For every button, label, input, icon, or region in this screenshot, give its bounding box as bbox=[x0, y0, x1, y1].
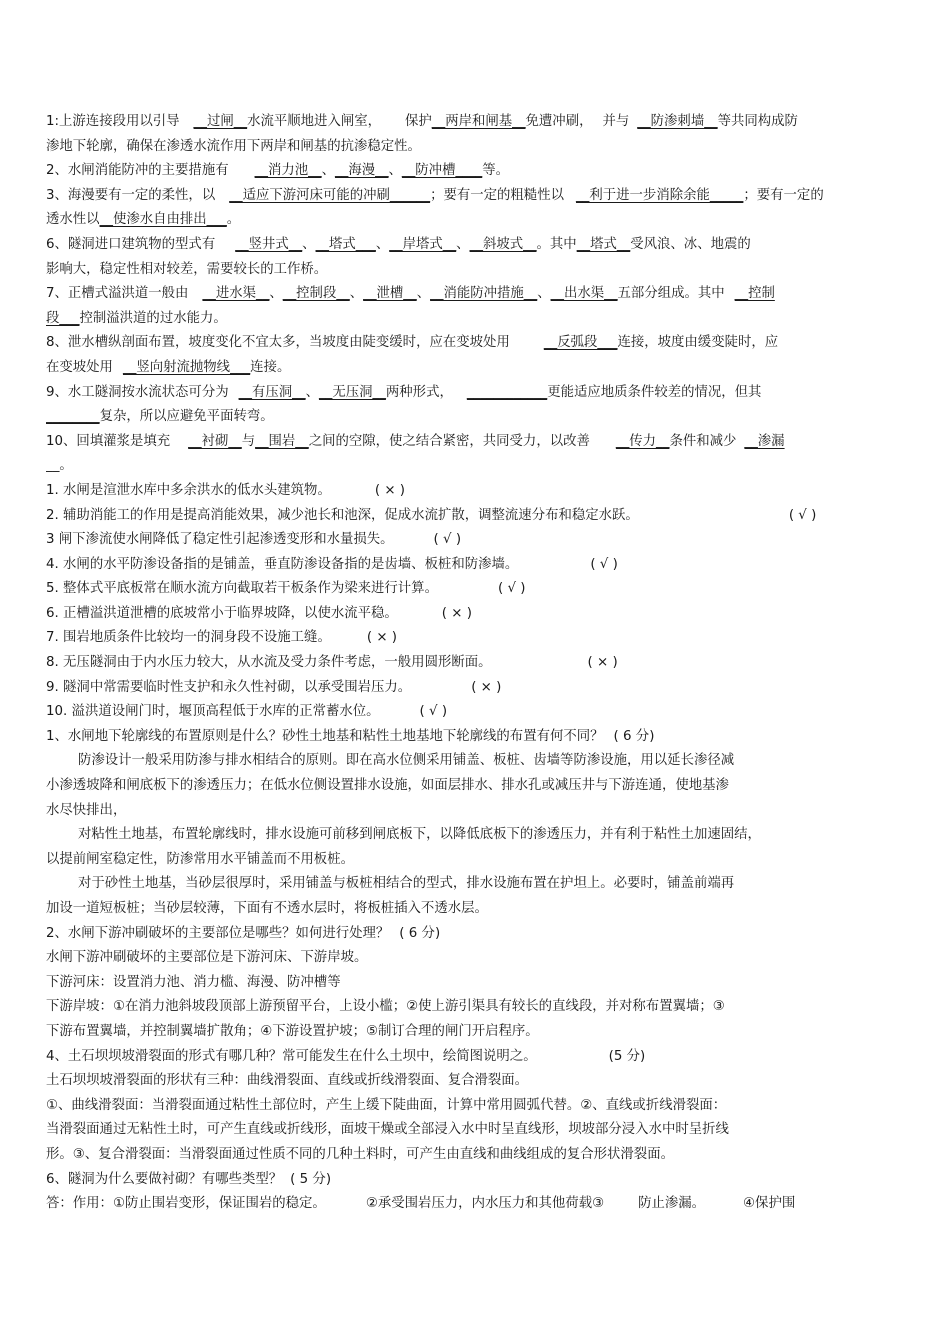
judgment-item bbox=[46, 528, 908, 553]
judgment-mark: ( √ ) bbox=[590, 556, 618, 572]
answer-line: 下游岸坡：①在消力池斜坡段顶部上游预留平台，上设小槛；②使上游引渠具有较长的直线段，并对称布置翼墙；③ bbox=[46, 999, 725, 1015]
blank-q6-line2: 影响大，稳定性相对较差，需要较长的工作桥。 bbox=[46, 261, 328, 277]
judgment-mark: ( √ ) bbox=[497, 581, 526, 597]
answer-blank: __斜坡式__ bbox=[469, 236, 537, 252]
answer-line: 水闸下游冲刷破坏的主要部位是下游河床、下游岸坡。 bbox=[46, 950, 368, 966]
answer-line: 形。③、复合滑裂面：当滑裂面通过性质不同的几种土料时，可产生由直线和曲线组成的复合形状滑裂面。 bbox=[46, 1146, 674, 1162]
answer-line: 对于砂性土地基，当砂层很厚时，采用铺盖与板桩相结合的型式，排水设施布置在护坦上。必要时，铺盖前端再 bbox=[78, 876, 735, 892]
answer-line: 以提前闸室稳定性，防渗常用水平铺盖而不用板桩。 bbox=[46, 851, 354, 867]
judgment-mark: ( √ ) bbox=[433, 532, 462, 548]
blank-q9-line2 bbox=[46, 405, 908, 430]
text: 、 bbox=[321, 163, 335, 179]
judgment-text: 2. 辅助消能工的作用是提高消能效果，减少池长和池深，促成水流扩散，调整流速分布和稳定水跃。 bbox=[46, 507, 639, 523]
blank-q2 bbox=[46, 159, 908, 184]
text: 、 bbox=[302, 236, 316, 252]
answer-blank: ____________ bbox=[466, 384, 548, 400]
judgment-item bbox=[46, 577, 908, 602]
blank-q6-line1 bbox=[46, 233, 908, 258]
answer-blank: __泄槽__ bbox=[363, 286, 417, 302]
answer-line: 加设一道短板桩；当砂层较薄，下面有不透水层时，将板桩插入不透水层。 bbox=[46, 901, 488, 916]
text: 、 bbox=[375, 236, 390, 252]
text: 更能适应地质条件较差的情况，但其 bbox=[547, 384, 762, 400]
answer-blank: __反弧段___ bbox=[543, 335, 618, 351]
judgment-text: 1. 水闸是渲泄水库中多余洪水的低水头建筑物。 bbox=[46, 482, 331, 498]
text: 、 bbox=[349, 286, 364, 302]
text: 与 bbox=[241, 433, 256, 449]
answer-part: ②承受围岩压力，内水压力和其他荷载③ bbox=[365, 1196, 605, 1212]
score-label: ( 6 分) bbox=[613, 728, 655, 744]
answer-blank: __控制 bbox=[734, 286, 775, 302]
text: 连接，坡度由缓变陡时，应 bbox=[617, 335, 779, 351]
text: 受风浪、冰、地震的 bbox=[630, 236, 751, 252]
answer-blank: __过闸__ bbox=[193, 114, 248, 129]
text: 7、正槽式溢洪道一般由 bbox=[46, 286, 189, 302]
judgment-text: 8. 无压隧洞由于内水压力较大，从水流及受力条件考虑，一般用圆形断面。 bbox=[46, 655, 492, 671]
text: 在变坡处用 bbox=[46, 359, 113, 375]
answer-line: 当滑裂面通过无粘性土时，可产生直线或折线形，面坡干燥或全部浸入水中时呈直线形，坝坡部分浸入水中时呈折线 bbox=[46, 1122, 729, 1138]
answer-line bbox=[46, 1192, 908, 1217]
answer-blank: __利于进一步消除余能_____ bbox=[575, 187, 744, 203]
answer-blank: __防冲槽____ bbox=[401, 163, 483, 179]
text: ；要有一定的粗糙性以 bbox=[430, 187, 564, 203]
judgment-mark: ( × ) bbox=[587, 655, 618, 671]
answer-line: 小渗透坡降和闸底板下的渗透压力；在低水位侧设置排水设施，如面层排水、排水孔或减压井与下游连通，使地基渗 bbox=[46, 778, 729, 794]
answer-line: ①、曲线滑裂面：当滑裂面通过粘性土部位时，产生上缓下陡曲面，计算中常用圆弧代替。②、直线或折线滑裂面： bbox=[46, 1097, 727, 1113]
judgment-mark: ( × ) bbox=[374, 482, 406, 498]
judgment-item bbox=[46, 602, 908, 627]
document-page bbox=[46, 110, 908, 1217]
answer-blank: __传力__ bbox=[615, 433, 670, 449]
text: 控制溢洪道的过水能力。 bbox=[79, 310, 227, 326]
text: 连接。 bbox=[250, 359, 291, 375]
answer-blank: __围岩__ bbox=[255, 433, 309, 449]
judgment-text: 6. 正槽溢洪道泄槽的底坡常小于临界坡降，以使水流平稳。 bbox=[46, 605, 398, 621]
judgment-item bbox=[46, 504, 908, 529]
text: 3、海漫要有一定的柔性，以 bbox=[46, 187, 216, 203]
text: 等。 bbox=[482, 163, 510, 179]
blank-q1-line1 bbox=[46, 110, 908, 135]
judgment-text: 4. 水闸的水平防渗设备指的是铺盖，垂直防渗设备指的是齿墙、板桩和防渗墙。 bbox=[46, 556, 519, 572]
answer-line: 防渗设计一般采用防渗与排水相结合的原则。即在高水位侧采用铺盖、板桩、齿墙等防渗设施，用以延长渗径减 bbox=[78, 753, 735, 769]
text: 水流平顺地进入闸室， bbox=[247, 114, 382, 129]
answer-blank: __塔式__ bbox=[576, 236, 631, 252]
answer-blank: __消能防冲措施__ bbox=[430, 286, 538, 302]
text: ；要有一定的 bbox=[743, 187, 824, 203]
text: 、 bbox=[416, 286, 431, 302]
answer-blank: __竖井式__ bbox=[235, 236, 303, 252]
judgment-mark: ( × ) bbox=[441, 605, 472, 621]
text: 1:上游连接段用以引导 bbox=[46, 114, 180, 129]
answer-blank: __衬砌__ bbox=[188, 433, 242, 449]
judgment-item bbox=[46, 676, 908, 701]
judgment-item bbox=[46, 626, 908, 651]
answer-blank: __有压洞__ bbox=[238, 384, 306, 400]
answer-blank: __使渗水自由排出___ bbox=[99, 212, 227, 228]
judgment-mark: ( × ) bbox=[366, 630, 398, 646]
score-label: (5 分) bbox=[608, 1048, 646, 1064]
blank-q3-line2 bbox=[46, 208, 908, 233]
text: 、 bbox=[388, 163, 402, 179]
blank-q9-line1 bbox=[46, 381, 908, 406]
judgment-item bbox=[46, 700, 908, 725]
judgment-text: 9. 隧洞中常需要临时性支护和永久性衬砌，以承受围岩压力。 bbox=[46, 679, 412, 695]
answer-blank: __适应下游河床可能的冲刷______ bbox=[229, 187, 431, 203]
answer-blank: ________ bbox=[46, 409, 100, 425]
text: 等共同构成防 bbox=[717, 114, 798, 129]
judgment-mark: ( √ ) bbox=[419, 704, 448, 720]
text: 8、泄水槽纵剖面布置，坡度变化不宜太多，当坡度由陡变缓时，应在变坡处用 bbox=[46, 335, 510, 351]
answer-blank: __渗漏 bbox=[744, 433, 785, 449]
judgment-text: 3 闸下渗流使水闸降低了稳定性引起渗透变形和水量损失。 bbox=[46, 532, 394, 548]
short-answer-question bbox=[46, 1168, 908, 1193]
blank-q10-line2: __。 bbox=[46, 458, 73, 474]
answer-blank: __塔式___ bbox=[315, 236, 376, 252]
text: 两种形式， bbox=[385, 384, 453, 400]
judgment-item bbox=[46, 651, 908, 676]
answer-blank: __消力池__ bbox=[254, 163, 322, 179]
short-answer-question bbox=[46, 922, 908, 947]
text: 6、隧洞进口建筑物的型式有 bbox=[46, 236, 216, 252]
text: 免遭冲刷， bbox=[525, 114, 593, 129]
text: 并与 bbox=[602, 114, 630, 129]
text: 。其中 bbox=[536, 236, 577, 252]
score-label: ( 6 分) bbox=[399, 925, 441, 941]
answer-blank: __控制段__ bbox=[282, 286, 350, 302]
answer-blank: __防渗刺墙__ bbox=[637, 114, 718, 129]
question-text: 1、水闸地下轮廓线的布置原则是什么？砂性土地基和粘性土地基地下轮廓线的布置有何不同？ bbox=[46, 728, 604, 744]
text: 复杂，所以应避免平面转弯。 bbox=[99, 409, 274, 425]
answer-line: 对粘性土地基，布置轮廓线时，排水设施可前移到闸底板下，以降低底板下的渗透压力，并有利于粘性土加速固结， bbox=[78, 827, 761, 843]
text: 五部分组成。其中 bbox=[617, 286, 725, 302]
text: 2、水闸消能防冲的主要措施有 bbox=[46, 163, 229, 179]
judgment-item bbox=[46, 553, 908, 578]
answer-blank: __进水渠__ bbox=[202, 286, 270, 302]
answer-line: 下游布置翼墙，并控制翼墙扩散角；④下游设置护坡；⑤制订合理的闸门开启程序。 bbox=[46, 1023, 539, 1039]
answer-line: 土石坝坝坡滑裂面的形状有三种：曲线滑裂面、直线或折线滑裂面、复合滑裂面。 bbox=[46, 1073, 529, 1089]
question-text: 2、水闸下游冲刷破坏的主要部位是哪些？如何进行处理？ bbox=[46, 925, 390, 941]
text: 透水性以 bbox=[46, 212, 100, 228]
blank-q8-line2 bbox=[46, 356, 908, 381]
answer-blank: __竖向射流抛物线___ bbox=[122, 359, 251, 375]
question-text: 6、隧洞为什么要做衬砌？有哪些类型？ bbox=[46, 1171, 283, 1187]
answer-blank: __海漫__ bbox=[334, 163, 389, 179]
blank-q1-line2: 渗地下轮廓，确保在渗透水流作用下两岸和闸基的抗渗稳定性。 bbox=[46, 138, 421, 154]
judgment-mark: ( √ ) bbox=[788, 507, 817, 523]
text: 、 bbox=[305, 384, 319, 400]
text: 。 bbox=[226, 212, 241, 228]
judgment-text: 5. 整体式平底板常在顺水流方向截取若干板条作为梁来进行计算。 bbox=[46, 581, 438, 597]
text: 、 bbox=[456, 236, 470, 252]
answer-part: 答：作用：①防止围岩变形，保证围岩的稳定。 bbox=[46, 1196, 326, 1212]
answer-blank: __两岸和闸基__ bbox=[431, 114, 526, 129]
answer-line: 水尽快排出， bbox=[46, 802, 127, 818]
answer-blank: __无压洞__ bbox=[318, 384, 386, 400]
blank-q8-line1 bbox=[46, 331, 908, 356]
judgment-mark: ( × ) bbox=[471, 679, 502, 695]
answer-blank: 段___ bbox=[46, 310, 80, 326]
text: 保护 bbox=[405, 114, 432, 129]
judgment-item bbox=[46, 479, 908, 504]
text: 、 bbox=[537, 286, 551, 302]
text: 9、水工隧洞按水流状态可分为 bbox=[46, 384, 229, 400]
text: 10、回填灌浆是填充 bbox=[46, 433, 171, 449]
score-label: ( 5 分) bbox=[290, 1171, 332, 1187]
blank-q10-line1 bbox=[46, 430, 908, 455]
question-text: 4、土石坝坝坡滑裂面的形式有哪几种？常可能发生在什么土坝中，绘简图说明之。 bbox=[46, 1048, 537, 1064]
answer-part: ④保护围 bbox=[743, 1196, 796, 1212]
judgment-text: 10. 溢洪道设闸门时，堰顶高程低于水库的正常蓄水位。 bbox=[46, 704, 380, 720]
blank-q7-line2 bbox=[46, 307, 908, 332]
answer-blank: __出水渠__ bbox=[550, 286, 618, 302]
text: 条件和减少 bbox=[669, 433, 737, 449]
answer-part: 防止渗漏。 bbox=[638, 1196, 706, 1212]
judgment-text: 7. 围岩地质条件比较均一的洞身段不设施工缝。 bbox=[46, 630, 331, 646]
answer-line: 下游河床：设置消力池、消力槛、海漫、防冲槽等 bbox=[46, 974, 341, 990]
short-answer-question bbox=[46, 1045, 908, 1070]
text: 之间的空隙，使之结合紧密，共同受力，以改善 bbox=[308, 433, 590, 449]
short-answer-question bbox=[46, 725, 908, 750]
text: 、 bbox=[269, 286, 283, 302]
answer-blank: __岸塔式__ bbox=[389, 236, 457, 252]
blank-q3-line1 bbox=[46, 184, 908, 209]
blank-q7-line1 bbox=[46, 282, 908, 307]
